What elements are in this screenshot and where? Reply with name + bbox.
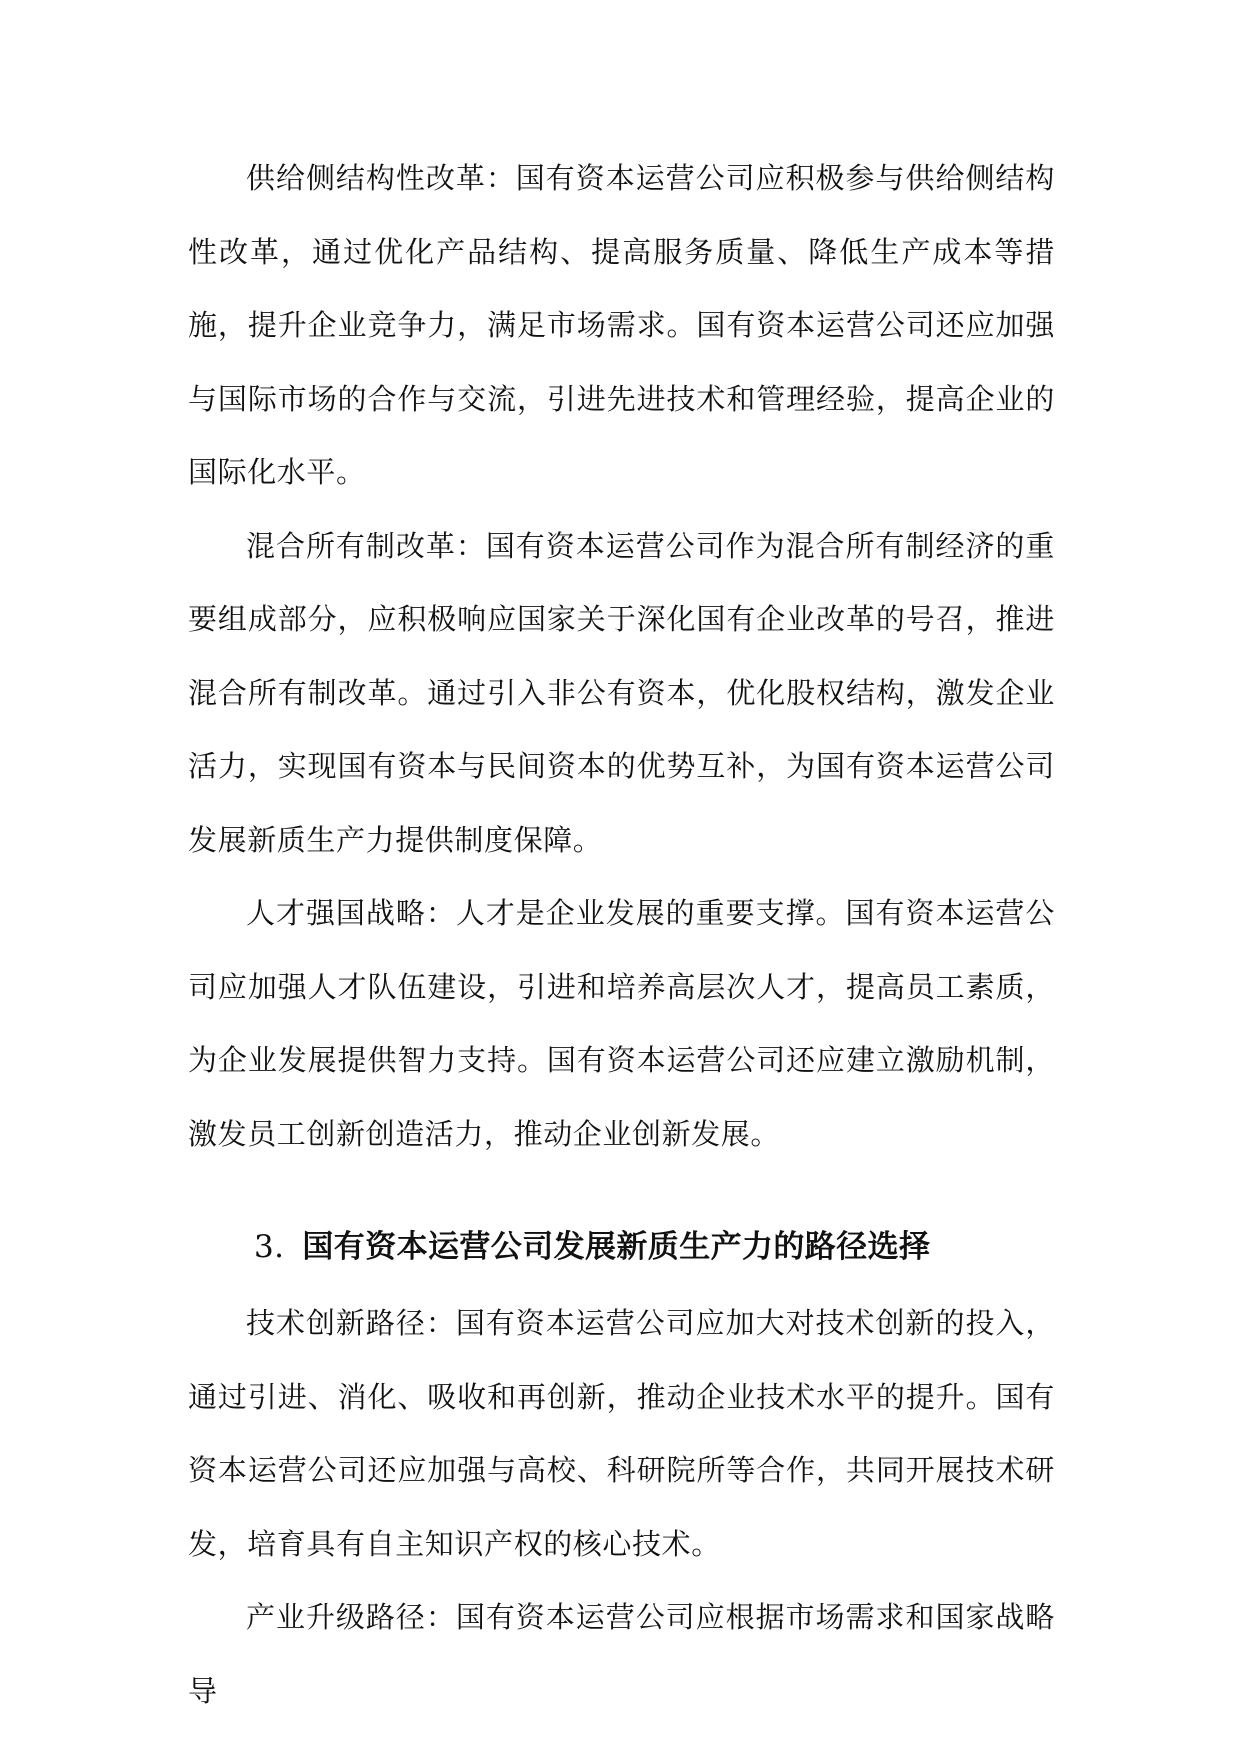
document-body [188,142,1055,1728]
paragraph-supply-side-reform: 供给侧结构性改革：国有资本运营公司应积极参与供给侧结构性改革，通过优化产品结构、提高服务质量、降低生产成本等措施，提升企业竞争力，满足市场需求。国有资本运营公司还应加强与国际市场的合作与交流，引进先进技术和管理经验，提高企业的国际化水平。 [188,161,1055,489]
paragraph-industry-upgrade-path: 产业升级路径：国有资本运营公司应根据市场需求和国家战略导 [188,1600,1055,1708]
section-title: 国有资本运营公司发展新质生产力的路径选择 [302,1229,931,1265]
paragraph-mixed-ownership-reform: 混合所有制改革：国有资本运营公司作为混合所有制经济的重要组成部分，应积极响应国家关于深化国有企业改革的号召，推进混合所有制改革。通过引入非公有资本，优化股权结构，激发企业活力，实现国有资本与民间资本的优势互补，为国有资本运营公司发展新质生产力提供制度保障。 [188,528,1055,857]
paragraph-tech-innovation-path: 技术创新路径：国有资本运营公司应加大对技术创新的投入，通过引进、消化、吸收和再创新，推动企业技术水平的提升。国有资本运营公司还应加强与高校、科研院所等合作，共同开展技术研发，培育具有自主知识产权的核心技术。 [188,1306,1055,1561]
section-number: 3. [254,1229,285,1265]
paragraph-talent-strategy: 人才强国战略：人才是企业发展的重要支撑。国有资本运营公司应加强人才队伍建设，引进和培养高层次人才，提高员工素质，为企业发展提供智力支持。国有资本运营公司还应建立激励机制，激发员工创新创造活力，推动企业创新发展。 [188,896,1055,1151]
section-heading [188,1207,1055,1287]
